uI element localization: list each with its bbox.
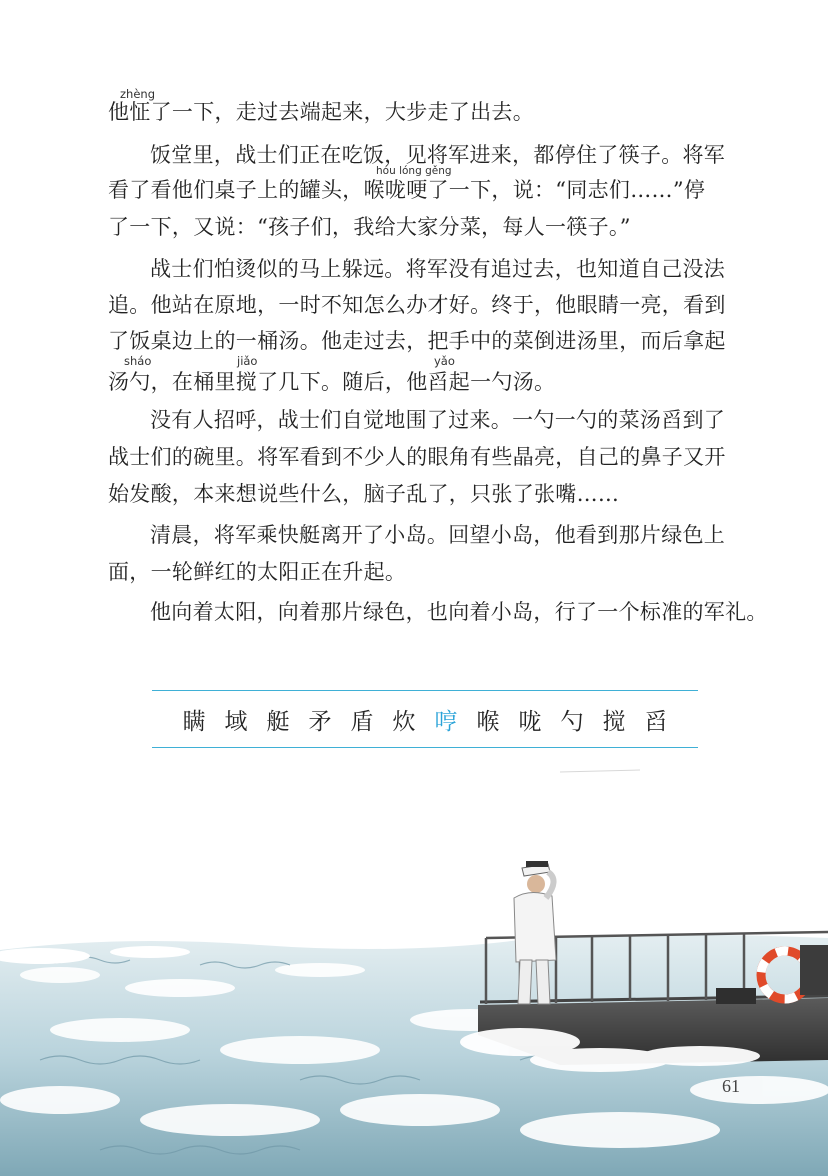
vocab-char: 艇 [266, 709, 290, 735]
text-line: 清晨，将军乘快艇离开了小岛。回望小岛，他看到那片绿色上 [150, 523, 726, 547]
text-line: 没有人招呼，战士们自觉地围了过来。一勺一勺的菜汤舀到了 [150, 408, 726, 432]
pinyin-houlong-geng: hóu lóng gěng [376, 165, 452, 177]
pinyin-shao: sháo [124, 354, 152, 368]
text-line: 汤勺，在桶里搅了几下。随后，他舀起一勺汤。 [108, 370, 556, 394]
vocab-char: 瞒 [182, 709, 206, 735]
pinyin-jiao: jiǎo [237, 354, 258, 368]
vocab-char: 咙 [518, 709, 542, 735]
vocab-char: 舀 [644, 709, 668, 735]
text-line: 面，一轮鲜红的太阳正在升起。 [108, 560, 407, 584]
vocabulary-row [152, 703, 698, 736]
text-line: 他怔了一下，走过去端起来，大步走了出去。 [108, 100, 534, 124]
vocab-char: 搅 [602, 709, 626, 735]
vocabulary-box [152, 690, 698, 748]
text-line: 追。他站在原地，一时不知怎么办才好。终于，他眼睛一亮，看到 [108, 293, 726, 317]
vocab-char: 域 [224, 709, 248, 735]
text-line: 战士们怕烫似的马上躲远。将军没有追过去，也知道自己没法 [150, 257, 726, 281]
vocab-char: 矛 [308, 709, 332, 735]
sea-boat-illustration [0, 760, 828, 1176]
vocab-char-highlighted: 哼 [434, 709, 458, 735]
text-line: 始发酸，本来想说些什么，脑子乱了，只张了张嘴…… [108, 482, 620, 506]
page-number: 61 [722, 1076, 740, 1096]
text-line: 饭堂里，战士们正在吃饭，见将军进来，都停住了筷子。将军 [150, 143, 726, 167]
vocab-char: 炊 [392, 709, 416, 735]
text-line: 他向着太阳，向着那片绿色，也向着小岛，行了一个标准的军礼。 [150, 600, 768, 624]
vocab-char: 盾 [350, 709, 374, 735]
text-line: 了饭桌边上的一桶汤。他走过去，把手中的菜倒进汤里，而后拿起 [108, 329, 726, 353]
vocab-char: 喉 [476, 709, 500, 735]
text-line: 了一下，又说：“孩子们，我给大家分菜，每人一筷子。” [108, 215, 631, 239]
pinyin-zheng: zhèng [120, 87, 155, 101]
text-line: 战士们的碗里。将军看到不少人的眼角有些晶亮，自己的鼻子又开 [108, 445, 726, 469]
vocab-char: 勺 [560, 709, 584, 735]
text-line: 看了看他们桌子上的罐头，喉咙哽了一下，说：“同志们……”停 [108, 178, 706, 202]
pinyin-yao: yǎo [434, 354, 455, 368]
